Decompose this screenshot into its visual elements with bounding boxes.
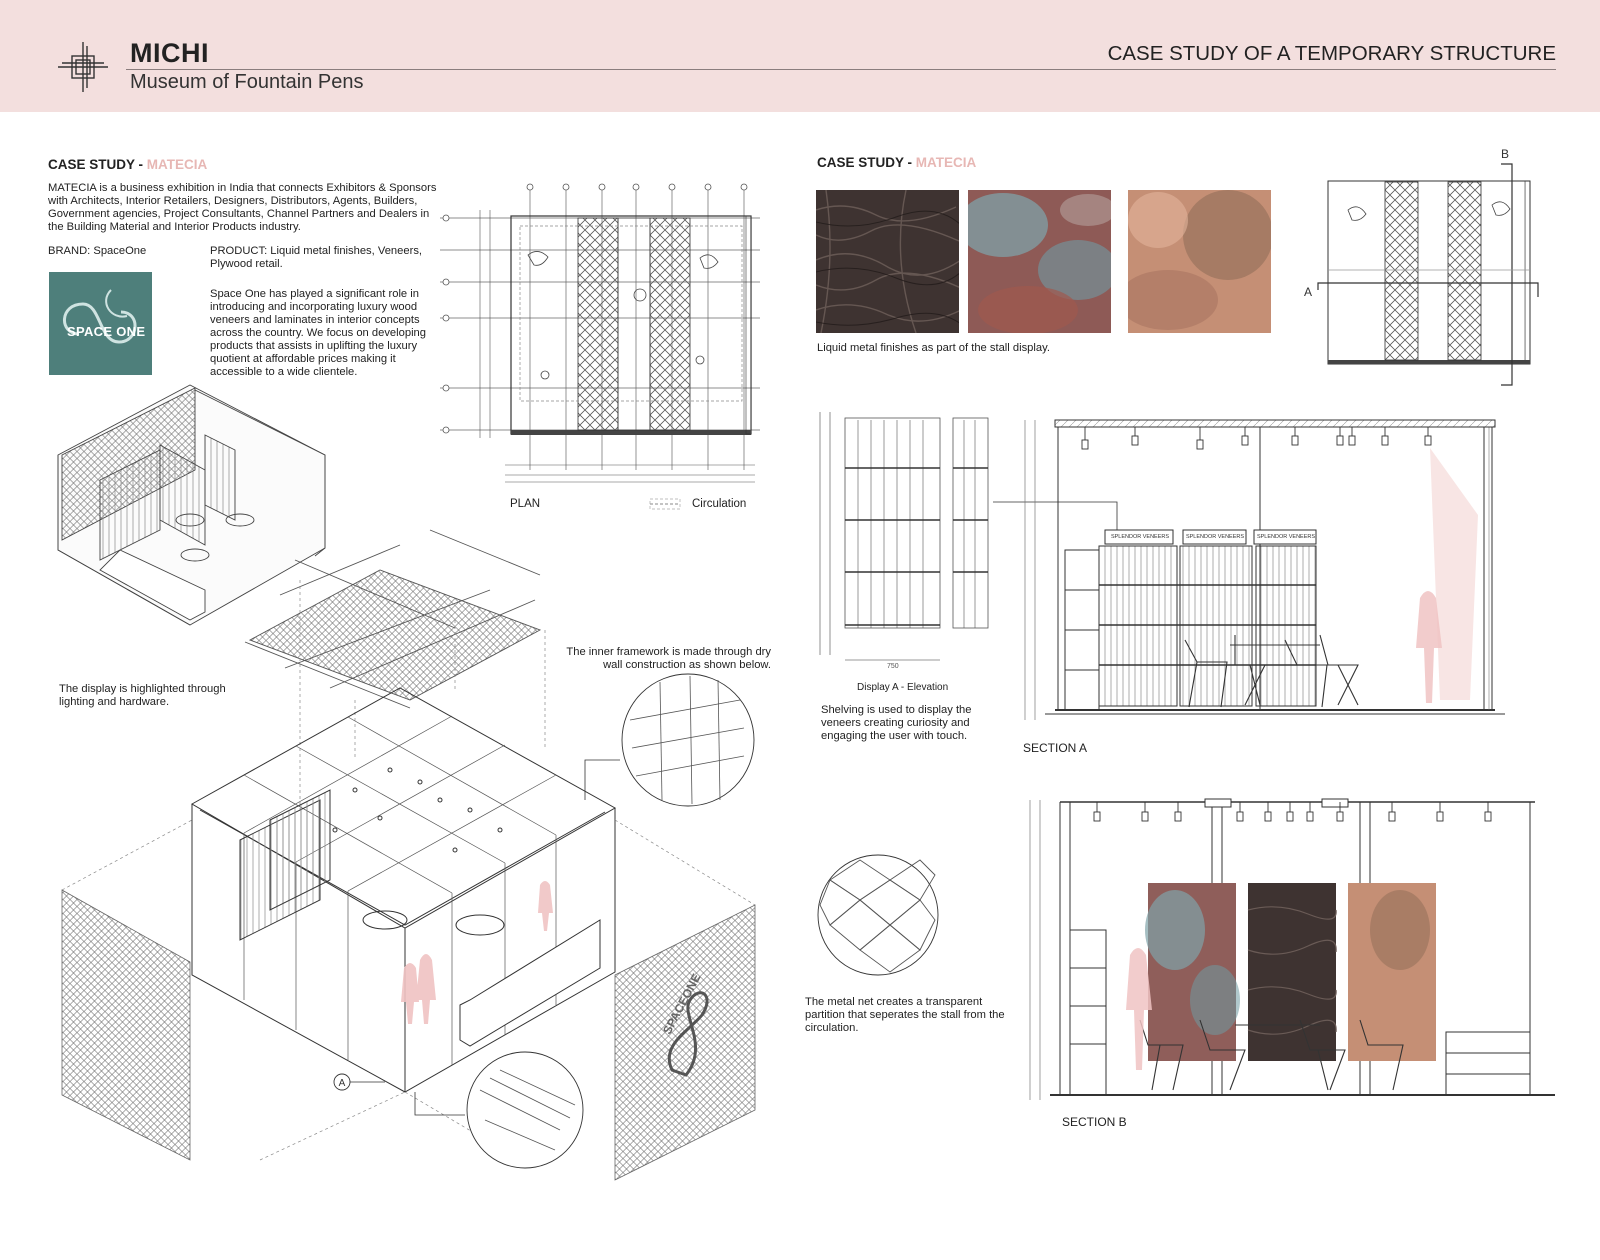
spaceone-logo-text: SPACE ONE [67, 324, 146, 339]
section-a-label: SECTION A [1023, 741, 1088, 755]
display-width-dim: 750 [887, 663, 899, 670]
display-a-elevation [820, 412, 988, 660]
sheet-title: CASE STUDY OF A TEMPORARY STRUCTURE [1107, 42, 1556, 65]
finishes-caption: Liquid metal finishes as part of the stall display. [817, 342, 1050, 354]
shelving-note: Shelving is used to display the veneers creating curiosity and engaging the user with touch. [821, 704, 972, 742]
key-plan-a-label: A [1304, 285, 1313, 299]
left-heading-accent: MATECIA [146, 157, 208, 172]
key-plan-b-label: B [1501, 147, 1510, 161]
framework-note: The inner framework is made through dry wall construction as shown below. [566, 646, 771, 671]
plan-label: PLAN [510, 498, 541, 510]
section-b-label: SECTION B [1062, 1115, 1127, 1129]
metal-net-note: The metal net creates a transparent partition that seperates the stall from the circulation. [805, 996, 1005, 1034]
product-label: PRODUCT: Liquid metal finishes, Veneers, Plywood retail. [210, 245, 423, 270]
display-elevation-caption: Display A - Elevation [857, 682, 949, 693]
right-heading-prefix: CASE STUDY - [817, 155, 916, 170]
metal-net-detail [818, 855, 938, 975]
panel-logo-text: SPACEONE [660, 971, 704, 1037]
circulation-label: Circulation [692, 498, 747, 510]
page-subtitle: Museum of Fountain Pens [130, 71, 364, 93]
key-plan [1318, 164, 1538, 385]
section-marker-a-label: A [338, 1078, 346, 1089]
section-a-drawing [993, 420, 1505, 720]
intro-text: MATECIA is a business exhibition in India that connects Exhibitors & Sponsors with Architects, Interior Retailers, Designers, Distributors, Agents, Builders, Government agencies, Project Consultants, Channel Partners and Dealers in the Building Material and Interior Products industry. [48, 182, 437, 233]
brand-description: Space One has played a significant role in introducing and incorporating luxury wood veneers and laminates in interior concepts across the country. We focus on developing products that assists in uplifting the luxury quotient at affordable prices making it accessible to a wide clientele. [210, 288, 426, 378]
right-heading-accent: MATECIA [915, 155, 977, 170]
sign-1: SPLENDOR VENEERS [1110, 534, 1170, 540]
sign-2: SPLENDOR VENEERS [1185, 534, 1245, 540]
section-b-finish-panels [1145, 883, 1436, 1061]
page-title: MICHI [130, 38, 209, 68]
display-note: The display is highlighted through lighting and hardware. [59, 683, 226, 708]
brand-label: BRAND: SpaceOne [48, 245, 147, 257]
sign-3: SPLENDOR VENEERS [1256, 534, 1316, 540]
left-heading-prefix: CASE STUDY - [48, 157, 147, 172]
